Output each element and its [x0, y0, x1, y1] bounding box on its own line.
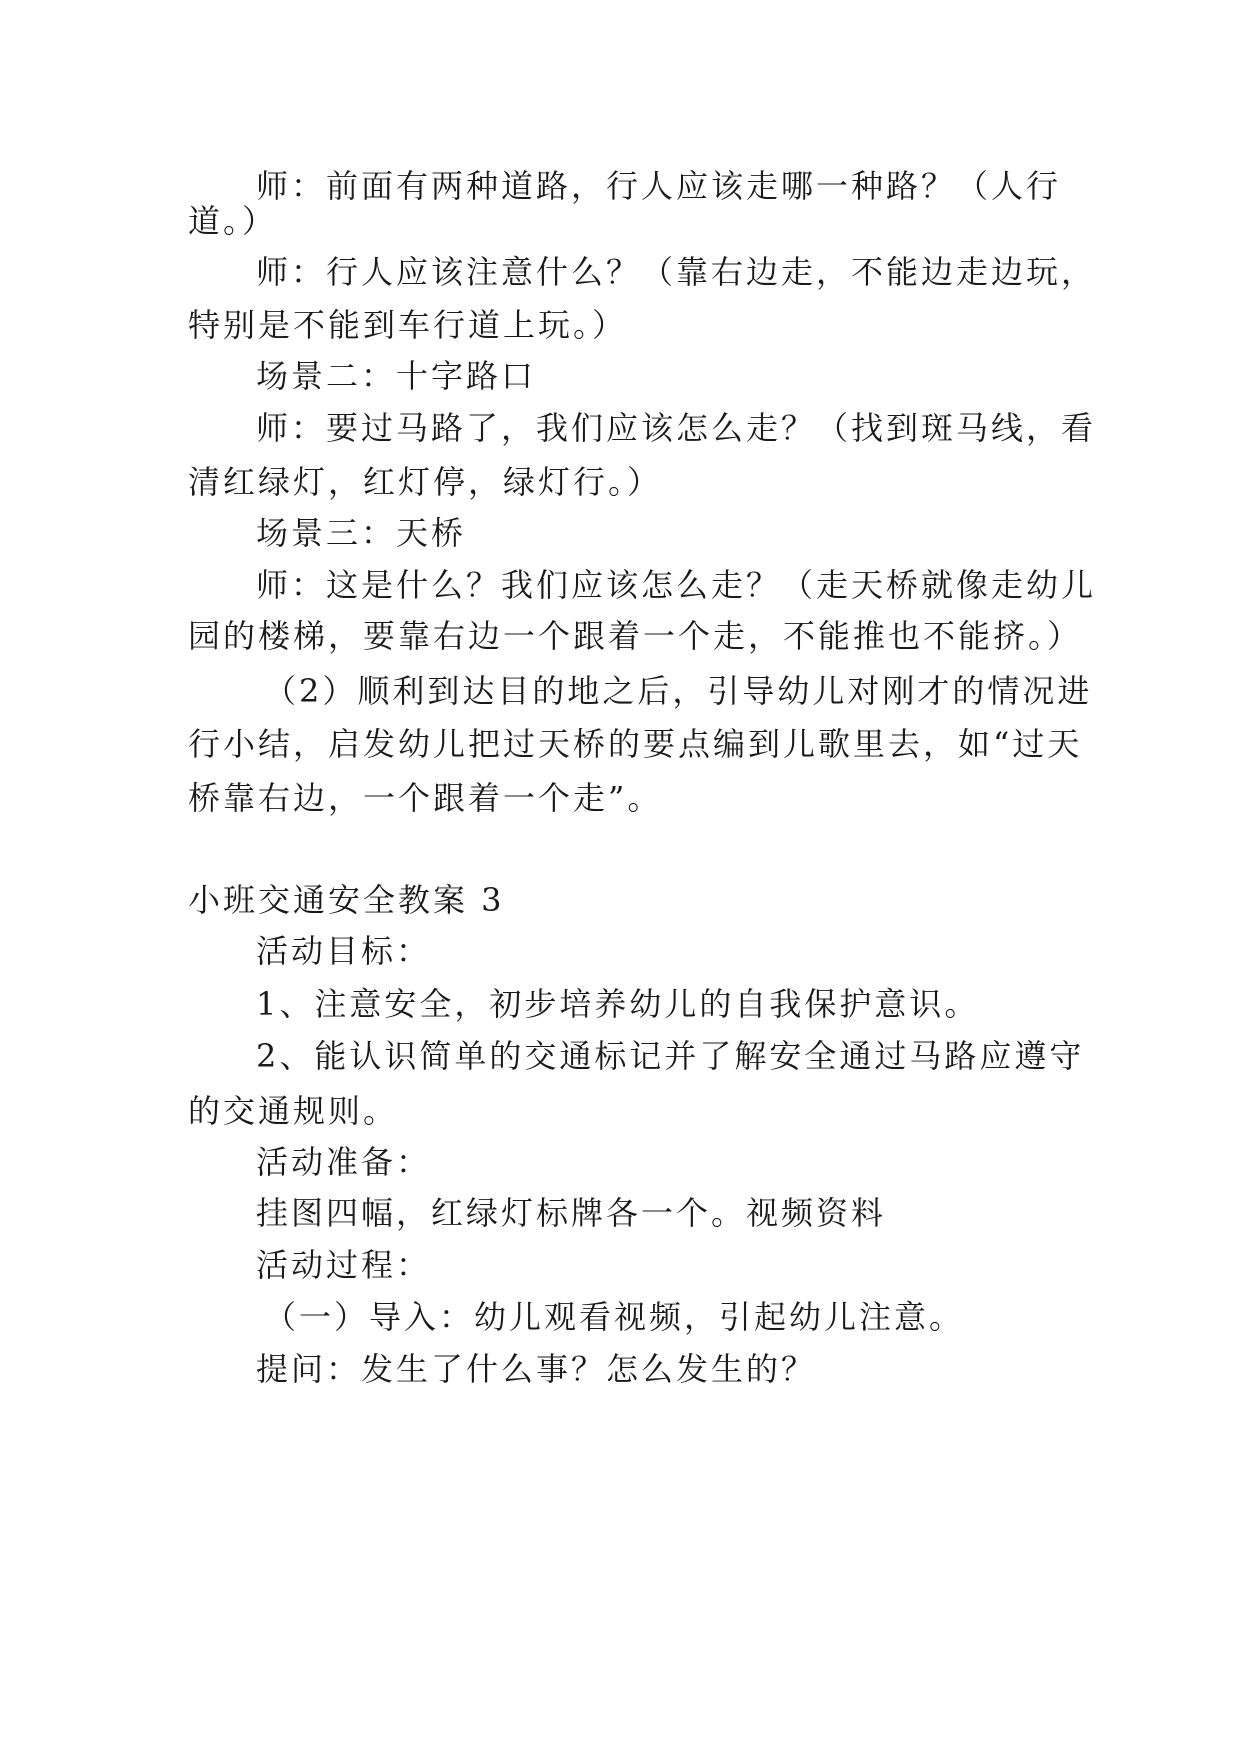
paragraph-line: （一）导入：幼儿观看视频，引起幼儿注意。	[264, 1298, 965, 1336]
paragraph-line: 师：这是什么？我们应该怎么走？（走天桥就像走幼儿	[256, 566, 1097, 604]
section-title: 小班交通安全教案 3	[188, 881, 505, 919]
paragraph-line: 师：行人应该注意什么？（靠右边走，不能边走边玩，	[256, 253, 1097, 291]
section-heading: 活动目标：	[256, 932, 432, 970]
section-heading: 场景二：十字路口	[256, 357, 537, 395]
paragraph-line: 提问：发生了什么事？怎么发生的？	[256, 1350, 817, 1388]
paragraph-line: 园的楼梯，要靠右边一个跟着一个走，不能推也不能挤。）	[188, 617, 1083, 655]
list-item: 2、能认识简单的交通标记并了解安全通过马路应遵守	[256, 1037, 1085, 1075]
section-heading: 活动准备：	[256, 1143, 432, 1181]
paragraph-line: 行小结，启发幼儿把过天桥的要点编到儿歌里去，如“过天	[188, 725, 1083, 763]
section-heading: 场景三：天桥	[256, 514, 467, 552]
section-heading: 活动过程：	[256, 1246, 432, 1284]
paragraph-line: 特别是不能到车行道上玩。）	[188, 306, 628, 344]
paragraph-line: 桥靠右边，一个跟着一个走”。	[188, 779, 663, 817]
paragraph-line: 师：前面有两种道路，行人应该走哪一种路？（人行	[256, 167, 1062, 205]
paragraph-line: （2）顺利到达目的地之后，引导幼儿对刚才的情况进	[264, 672, 1093, 710]
paragraph-line: 挂图四幅，红绿灯标牌各一个。视频资料	[256, 1194, 887, 1232]
paragraph-line: 道。）	[188, 202, 278, 240]
list-item: 1、注意安全，初步培养幼儿的自我保护意识。	[256, 985, 980, 1023]
paragraph-line: 师：要过马路了，我们应该怎么走？（找到斑马线，看	[256, 409, 1097, 447]
paragraph-line: 清红绿灯，红灯停，绿灯行。）	[188, 463, 663, 501]
paragraph-line: 的交通规则。	[188, 1092, 399, 1130]
